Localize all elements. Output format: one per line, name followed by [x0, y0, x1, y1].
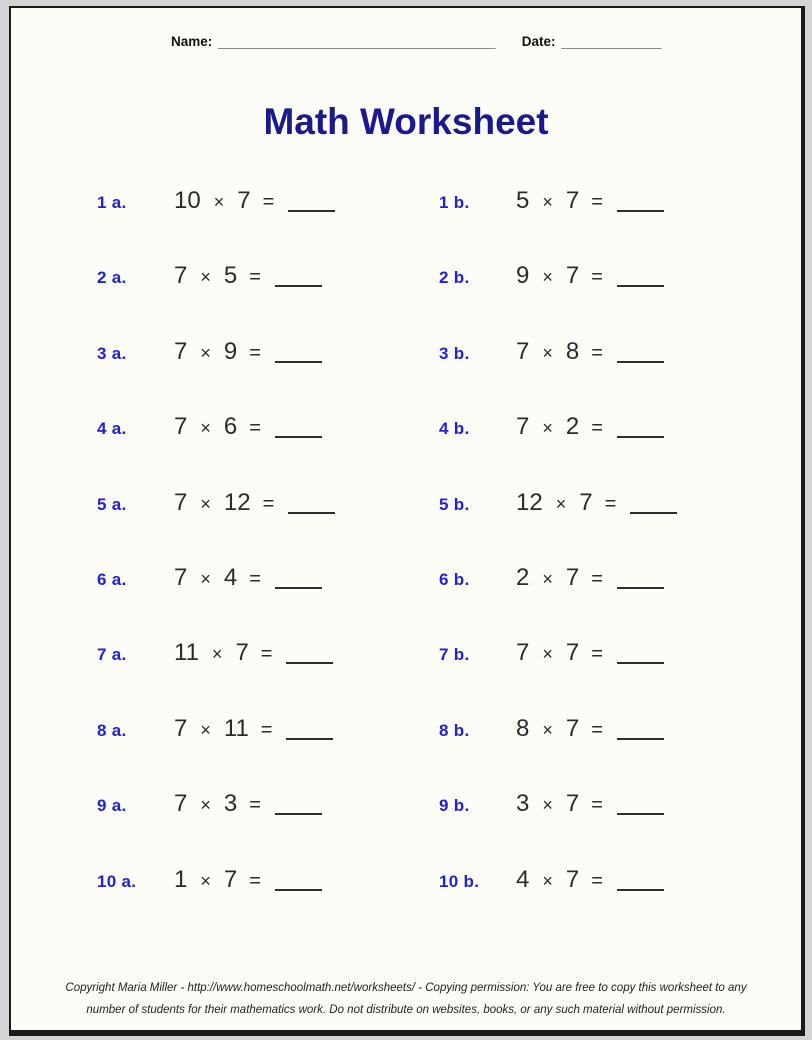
problem-a — [97, 413, 439, 441]
problem-row — [11, 715, 801, 790]
problem-b — [439, 338, 664, 366]
problem-a — [97, 790, 439, 818]
problem-row — [11, 338, 801, 413]
multiplier: 3 — [223, 790, 238, 818]
equals-sign: = — [604, 492, 617, 515]
multiply-sign: × — [542, 267, 553, 288]
multiplicand: 11 — [174, 639, 199, 667]
multiplicand: 7 — [174, 563, 188, 591]
equals-sign: = — [591, 869, 603, 892]
answer-blank — [617, 360, 664, 363]
multiplier: 8 — [565, 337, 580, 365]
copyright-footer — [11, 978, 801, 1022]
multiplicand: 7 — [174, 262, 188, 290]
problem-number-label: 2 b. — [439, 268, 470, 288]
problem-number-label: 8 b. — [439, 720, 470, 740]
problem-expression — [516, 715, 664, 743]
problem-b — [439, 866, 664, 894]
problem-a — [97, 262, 439, 290]
problem-row — [11, 564, 801, 639]
multiplier: 7 — [565, 714, 580, 742]
problem-b — [439, 262, 664, 290]
problem-b — [439, 715, 664, 743]
name-label: Name: — [171, 34, 213, 49]
copyright-text: Copyright Maria Miller - http://www.homeschoolmath.net/worksheets/ - Copying permission: You are free to copy this worksheet to any number of students for their mathematics work. Do not distribute on websites, books, or any such material without permission. — [65, 982, 747, 1017]
multiplier: 7 — [565, 563, 580, 591]
problem-number-label: 8 a. — [97, 720, 127, 740]
equals-sign: = — [262, 191, 275, 213]
problem-a — [97, 715, 439, 743]
worksheet-page — [9, 6, 805, 1036]
equals-sign: = — [262, 492, 275, 515]
equals-sign: = — [249, 341, 261, 364]
problem-number-label: 6 a. — [97, 569, 127, 589]
equals-sign: = — [591, 341, 603, 364]
multiply-sign: × — [200, 342, 211, 363]
equals-sign: = — [591, 417, 603, 440]
problem-number-label: 5 a. — [97, 494, 127, 514]
problem-a — [97, 639, 439, 667]
problem-a — [97, 564, 439, 592]
multiply-sign: × — [542, 795, 553, 816]
problem-expression — [174, 790, 322, 818]
multiplier: 4 — [223, 563, 238, 591]
problem-number-label: 4 a. — [97, 419, 127, 439]
multiplicand: 5 — [516, 187, 530, 214]
answer-blank — [617, 209, 664, 212]
multiplier: 6 — [223, 413, 238, 441]
answer-blank — [617, 284, 664, 287]
answer-blank — [617, 812, 664, 815]
multiplier: 7 — [565, 187, 580, 214]
equals-sign: = — [249, 794, 261, 817]
answer-blank — [286, 737, 333, 740]
multiplier: 7 — [565, 639, 580, 667]
multiplicand: 4 — [516, 865, 530, 893]
multiply-sign: × — [200, 870, 211, 891]
problem-b — [439, 639, 664, 667]
problem-a — [97, 866, 439, 894]
problem-expression — [174, 489, 335, 517]
multiplicand: 7 — [516, 413, 530, 441]
multiply-sign: × — [200, 418, 211, 439]
multiplicand: 7 — [516, 337, 530, 365]
equals-sign: = — [249, 869, 261, 892]
answer-blank — [617, 737, 664, 740]
problem-expression — [174, 639, 333, 667]
problem-expression — [174, 413, 322, 441]
equals-sign: = — [249, 266, 261, 289]
equals-sign: = — [591, 567, 603, 590]
equals-sign: = — [260, 718, 273, 741]
answer-blank — [617, 435, 664, 438]
multiplier: 9 — [223, 337, 238, 365]
multiplicand: 7 — [174, 714, 188, 742]
multiply-sign: × — [542, 644, 553, 665]
equals-sign: = — [249, 567, 261, 590]
date-label: Date: — [521, 34, 556, 49]
problem-expression — [516, 187, 664, 215]
problem-expression — [174, 866, 322, 894]
answer-blank — [617, 888, 664, 891]
multiplicand: 7 — [174, 790, 188, 818]
problem-number-label: 7 b. — [439, 645, 470, 665]
problem-number-label: 3 a. — [97, 343, 127, 363]
multiplier: 7 — [565, 790, 580, 818]
answer-blank — [275, 435, 322, 438]
problem-row — [11, 866, 801, 941]
equals-sign: = — [591, 266, 603, 289]
answer-blank — [275, 586, 322, 589]
problem-expression — [516, 413, 664, 441]
problem-row — [11, 413, 801, 488]
equals-sign: = — [591, 718, 603, 741]
problem-expression — [174, 564, 322, 592]
multiplier: 5 — [223, 262, 238, 290]
problem-b — [439, 790, 664, 818]
multiply-sign: × — [542, 719, 553, 740]
multiplicand: 7 — [516, 639, 530, 667]
multiplicand: 8 — [516, 714, 530, 742]
answer-blank — [288, 511, 335, 514]
date-blank-line: _____________ — [561, 34, 662, 49]
multiplier: 11 — [223, 714, 249, 742]
multiplier: 7 — [223, 865, 238, 893]
problem-b — [439, 564, 664, 592]
answer-blank — [617, 586, 664, 589]
problem-number-label: 1 a. — [97, 193, 127, 212]
page-title: Math Worksheet — [263, 101, 549, 142]
worksheet-header — [171, 34, 761, 49]
multiply-sign: × — [542, 568, 553, 589]
problem-a — [97, 187, 439, 215]
problem-expression — [516, 489, 677, 517]
multiplicand: 10 — [174, 187, 201, 214]
problem-expression — [516, 262, 664, 290]
problem-expression — [174, 187, 335, 215]
problem-expression — [516, 866, 664, 894]
problem-expression — [174, 338, 322, 366]
multiply-sign: × — [200, 795, 211, 816]
problem-expression — [174, 715, 333, 743]
multiply-sign: × — [200, 719, 211, 740]
multiply-sign: × — [542, 418, 553, 439]
problem-b — [439, 413, 664, 441]
equals-sign: = — [591, 191, 603, 213]
multiplicand: 2 — [516, 563, 530, 591]
answer-blank — [617, 661, 664, 664]
answer-blank — [288, 209, 335, 212]
equals-sign: = — [591, 794, 603, 817]
problem-row — [11, 639, 801, 714]
multiply-sign: × — [200, 493, 211, 514]
problem-expression — [516, 338, 664, 366]
problem-row — [11, 790, 801, 865]
multiplier: 2 — [565, 413, 580, 441]
multiplicand: 7 — [174, 337, 188, 365]
problem-expression — [174, 262, 322, 290]
multiply-sign: × — [211, 644, 223, 665]
problem-number-label: 5 b. — [439, 494, 470, 514]
multiplier: 7 — [579, 488, 593, 516]
equals-sign: = — [591, 643, 603, 666]
equals-sign: = — [260, 643, 273, 666]
problem-number-label: 6 b. — [439, 569, 470, 589]
problem-number-label: 9 a. — [97, 796, 127, 816]
problem-a — [97, 338, 439, 366]
problem-row — [11, 187, 801, 262]
multiplicand: 3 — [516, 790, 530, 818]
multiply-sign: × — [542, 342, 553, 363]
problem-expression — [516, 639, 664, 667]
answer-blank — [630, 511, 677, 514]
problem-row — [11, 489, 801, 564]
multiply-sign: × — [200, 267, 211, 288]
multiply-sign: × — [200, 568, 211, 589]
multiplicand: 7 — [174, 413, 188, 441]
answer-blank — [286, 661, 333, 664]
answer-blank — [275, 888, 322, 891]
problem-number-label: 2 a. — [97, 268, 127, 288]
problems-grid — [11, 187, 801, 941]
problem-row — [11, 262, 801, 337]
multiply-sign: × — [555, 493, 567, 514]
multiplier: 7 — [235, 639, 249, 667]
multiplicand: 9 — [516, 262, 530, 290]
multiplicand: 7 — [174, 488, 188, 516]
problem-number-label: 10 b. — [439, 871, 480, 891]
multiply-sign: × — [542, 192, 553, 212]
multiply-sign: × — [542, 870, 553, 891]
problem-b — [439, 489, 677, 517]
name-blank-line: ____________________________________ — [218, 34, 496, 49]
equals-sign: = — [249, 417, 261, 440]
problem-number-label: 3 b. — [439, 343, 470, 363]
multiply-sign: × — [213, 192, 225, 212]
problem-expression — [516, 790, 664, 818]
multiplier: 7 — [237, 187, 251, 214]
multiplier: 7 — [565, 865, 580, 893]
multiplicand: 1 — [174, 865, 188, 893]
problem-number-label: 9 b. — [439, 796, 470, 816]
problem-b — [439, 187, 664, 215]
problem-number-label: 1 b. — [439, 193, 470, 212]
problem-number-label: 10 a. — [97, 871, 137, 891]
answer-blank — [275, 284, 322, 287]
problem-number-label: 7 a. — [97, 645, 127, 665]
multiplier: 7 — [565, 262, 580, 290]
answer-blank — [275, 360, 322, 363]
problem-a — [97, 489, 439, 517]
answer-blank — [275, 812, 322, 815]
multiplicand: 12 — [516, 488, 543, 516]
problem-expression — [516, 564, 664, 592]
problem-number-label: 4 b. — [439, 419, 470, 439]
multiplier: 12 — [223, 488, 251, 516]
